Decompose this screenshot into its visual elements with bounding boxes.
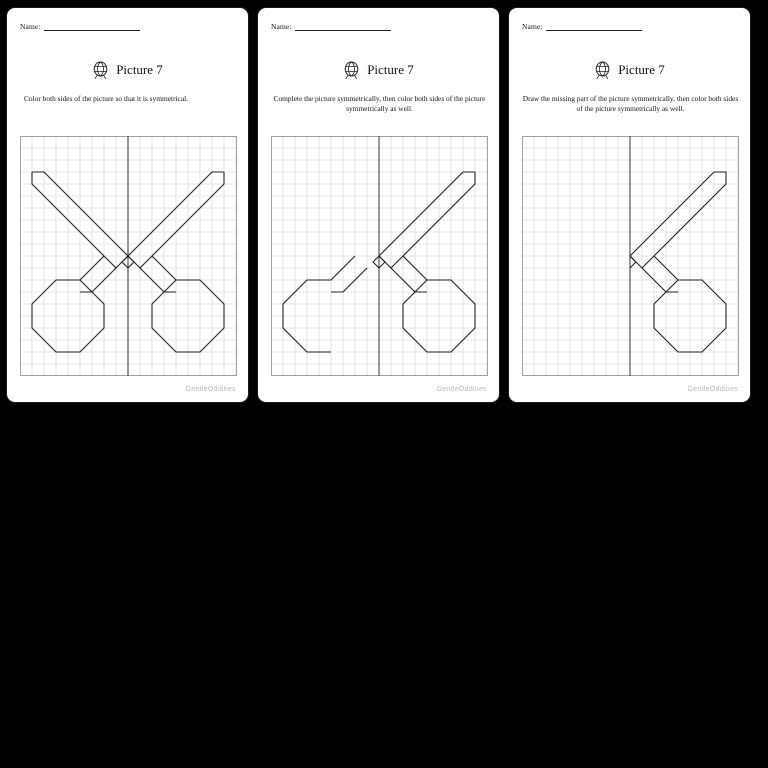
- drawing-grid-2: [271, 136, 488, 376]
- name-label: Name:: [522, 22, 543, 31]
- name-field-row: [20, 22, 140, 31]
- instruction-text: Draw the missing part of the picture symmetrically, then color both sides of the picture symmetrically as well.: [522, 94, 739, 113]
- globe-icon: [594, 60, 611, 80]
- name-field-row: [271, 22, 391, 31]
- instruction-text: Complete the picture symmetrically, then color both sides of the picture symmetrically as well.: [273, 94, 486, 113]
- title-row: [258, 60, 499, 80]
- page-title: Picture 7: [618, 62, 665, 77]
- instruction-text: Color both sides of the picture so that it is symmetrical.: [24, 94, 189, 103]
- worksheet-row: [6, 7, 751, 403]
- name-label: Name:: [271, 22, 292, 31]
- page-title: Picture 7: [116, 62, 163, 77]
- brand-watermark: GentleOddities: [436, 386, 487, 393]
- title-row: [7, 60, 248, 80]
- name-label: Name:: [20, 22, 41, 31]
- page-title: Picture 7: [367, 62, 414, 77]
- worksheet-card-2: [257, 7, 500, 403]
- name-input-line[interactable]: [546, 22, 642, 31]
- name-input-line[interactable]: [295, 22, 391, 31]
- name-input-line[interactable]: [44, 22, 140, 31]
- name-field-row: [522, 22, 642, 31]
- worksheet-card-1: [6, 7, 249, 403]
- globe-icon: [343, 60, 360, 80]
- brand-watermark: GentleOddities: [687, 386, 738, 393]
- globe-icon: [92, 60, 109, 80]
- drawing-grid-1: [20, 136, 237, 376]
- title-row: [509, 60, 750, 80]
- brand-watermark: GentleOddities: [185, 386, 236, 393]
- worksheet-card-3: [508, 7, 751, 403]
- drawing-grid-3: [522, 136, 739, 376]
